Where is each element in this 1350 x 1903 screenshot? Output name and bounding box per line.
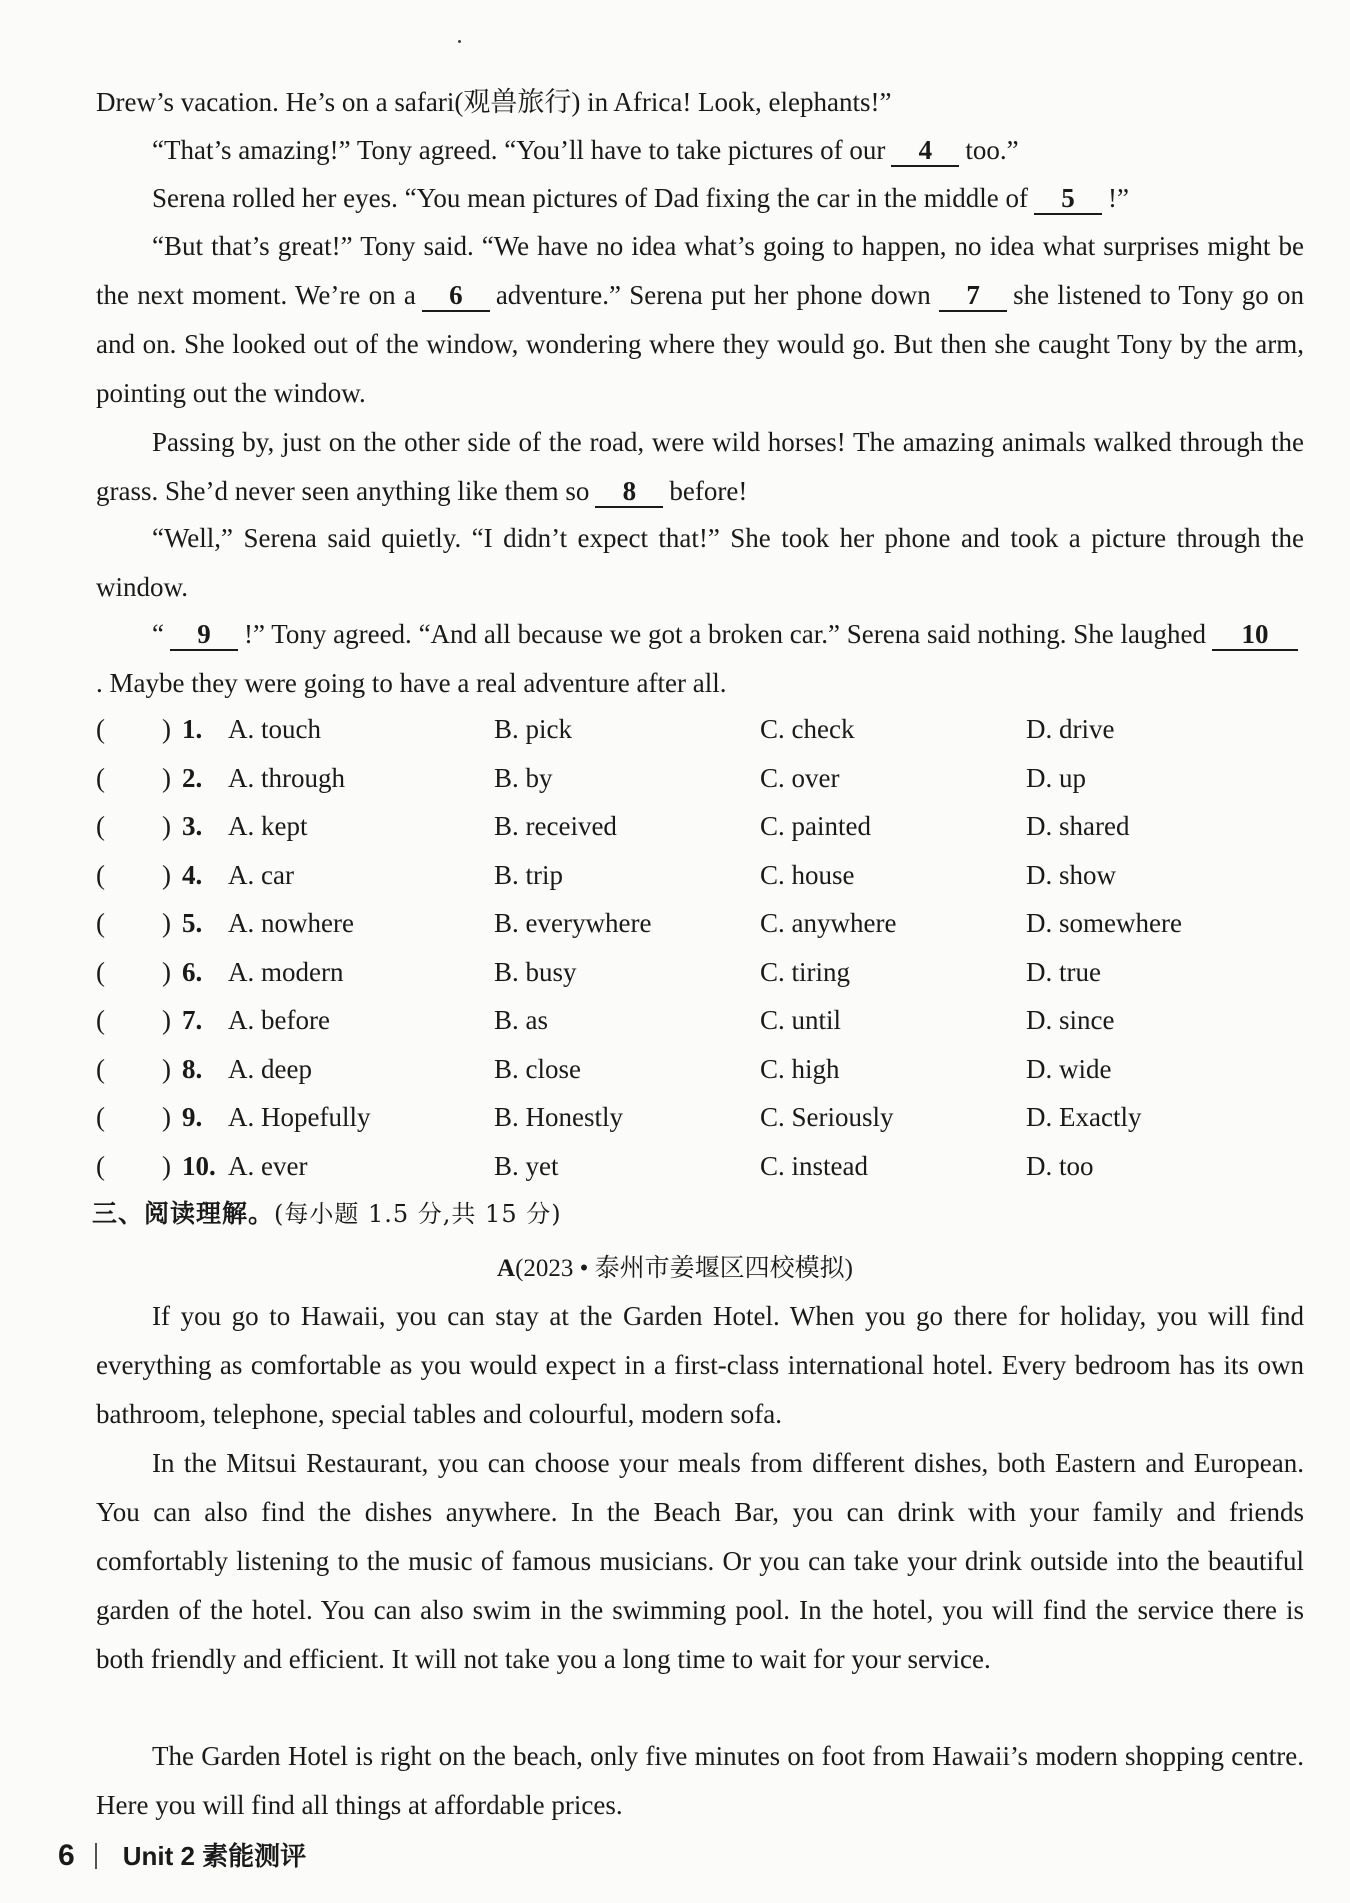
question-row: [96, 1145, 1316, 1194]
question-number: 10.: [182, 1150, 216, 1181]
question-number: 5.: [182, 908, 203, 938]
answer-paren-right: ): [162, 908, 171, 938]
question-row: [96, 902, 1316, 951]
option-a: A. through: [228, 762, 345, 793]
question-row: [96, 805, 1316, 854]
option-d: D. show: [1026, 859, 1117, 890]
answer-paren-right: ): [162, 1053, 171, 1084]
question-number: 9.: [182, 1102, 203, 1132]
paragraph-text: Drew’s vacation. He’s on a safari(观兽旅行) in Africa! Look, elephants!”: [96, 87, 892, 117]
question-number: 6.: [182, 956, 203, 987]
option-b: B. yet: [494, 1150, 559, 1181]
option-c: C. house: [760, 859, 855, 890]
option-c: C. high: [760, 1053, 840, 1084]
answer-paren-left: (: [96, 1053, 105, 1084]
answer-paren-right: ): [162, 811, 171, 841]
cloze-paragraph-2: “That’s amazing!” Tony agreed. “You’ll have to take pictures of our 4 too.”: [152, 135, 1019, 165]
reading-paragraph-1: If you go to Hawaii, you can stay at the Garden Hotel. When you go there for holiday, you will find everything as comfortable as you would expect in a first-class international hotel. Every bedroom has its own bathroom, telephone, special tables and colourful, modern sofa.: [96, 1301, 1304, 1429]
blank-5: 5: [1034, 183, 1102, 215]
option-c: C. Seriously: [760, 1102, 894, 1132]
option-c: C. anywhere: [760, 908, 897, 938]
footer-divider: [95, 1843, 97, 1869]
answer-paren-left: (: [96, 956, 105, 987]
question-number: 8.: [182, 1053, 203, 1084]
option-b: B. busy: [494, 956, 577, 987]
option-d: D. drive: [1026, 714, 1115, 744]
option-d: D. since: [1026, 1005, 1115, 1035]
option-a: A. Hopefully: [228, 1102, 371, 1132]
answer-paren-right: ): [162, 956, 171, 987]
answer-paren-left: (: [96, 811, 105, 841]
option-b: B. by: [494, 762, 553, 793]
question-number: 4.: [182, 859, 203, 890]
option-b: B. trip: [494, 859, 564, 890]
option-c: C. over: [760, 762, 840, 793]
answer-paren-right: ): [162, 1150, 171, 1181]
blank-9: 9: [170, 619, 238, 651]
option-a: A. kept: [228, 811, 308, 841]
question-row: [96, 1096, 1316, 1145]
answer-paren-left: (: [96, 1150, 105, 1181]
question-number: 1.: [182, 714, 203, 744]
option-d: D. wide: [1026, 1053, 1112, 1084]
blank-10: 10: [1212, 619, 1298, 651]
option-b: B. close: [494, 1053, 581, 1084]
option-c: C. instead: [760, 1150, 868, 1181]
reading-paragraph-3: The Garden Hotel is right on the beach, only five minutes on foot from Hawaii’s modern shopping centre. Here you will find all things at affordable prices.: [96, 1741, 1304, 1820]
option-c: C. tiring: [760, 956, 851, 987]
answer-paren-right: ): [162, 1102, 171, 1132]
answer-paren-right: ): [162, 859, 171, 890]
question-number: 7.: [182, 1005, 203, 1035]
option-c: C. until: [760, 1005, 842, 1035]
answer-paren-right: ): [162, 1005, 171, 1035]
option-c: C. painted: [760, 811, 871, 841]
answer-paren-left: (: [96, 714, 105, 744]
option-a: A. car: [228, 859, 294, 890]
cloze-paragraph-3: Serena rolled her eyes. “You mean pictures of Dad fixing the car in the middle of 5 !”: [152, 183, 1129, 213]
question-number: 3.: [182, 811, 203, 841]
question-row: [96, 951, 1316, 1000]
option-a: A. before: [228, 1005, 330, 1035]
option-a: A. modern: [228, 956, 344, 987]
question-row: [96, 999, 1316, 1048]
answer-paren-right: ): [162, 762, 171, 793]
cloze-paragraph-7: “ 9 !” Tony agreed. “And all because we got a broken car.” Serena said nothing. She laughed 10. Maybe they were going to have a real adventure after all.: [96, 610, 1304, 708]
cloze-paragraph-4: “But that’s great!” Tony said. “We have no idea what’s going to happen, no idea what surprises might be the next moment. We’re on a 6 adventure.” Serena put her phone down 7 she listened to Tony go on and on. She looked out of the window, wondering where they would go. But then she caught Tony by the arm, pointing out the window.: [96, 231, 1305, 408]
answer-paren-left: (: [96, 1102, 105, 1132]
option-a: A. deep: [228, 1053, 312, 1084]
option-a: A. ever: [228, 1150, 308, 1181]
option-b: B. as: [494, 1005, 548, 1035]
blank-7: 7: [939, 280, 1007, 312]
answer-paren-left: (: [96, 762, 105, 793]
answer-paren-left: (: [96, 859, 105, 890]
page-number: 6: [58, 1839, 75, 1872]
section-3-heading: 三、阅读理解。(每小题 1.5 分,共 15 分): [92, 1199, 562, 1228]
cloze-paragraph-6: “Well,” Serena said quietly. “I didn’t expect that!” She took her phone and took a picture through the window.: [96, 523, 1304, 602]
answer-paren-left: (: [96, 908, 105, 938]
question-options: [96, 708, 1316, 1193]
cloze-paragraph-5: Passing by, just on the other side of the road, were wild horses! The amazing animals walked through the grass. She’d never seen anything like them so 8 before!: [96, 427, 1304, 506]
cloze-paragraph-1: [96, 78, 1304, 127]
option-d: D. too: [1026, 1150, 1094, 1181]
answer-paren-left: (: [96, 1005, 105, 1035]
option-d: D. shared: [1026, 811, 1130, 841]
option-b: B. Honestly: [494, 1102, 624, 1132]
question-row: [96, 854, 1316, 903]
passage-a-title: A(2023 • 泰州市姜堰区四校模拟): [497, 1255, 853, 1282]
question-row: [96, 708, 1316, 757]
question-number: 2.: [182, 762, 203, 793]
question-row: [96, 757, 1316, 806]
answer-paren-right: ): [162, 714, 171, 744]
page-footer: [58, 1836, 306, 1873]
reading-paragraph-2: In the Mitsui Restaurant, you can choose your meals from different dishes, both Eastern and European. You can also find the dishes anywhere. In the Beach Bar, you can drink with your family and friends comfortably listening to the music of famous musicians. Or you can take your drink outside into the beautiful garden of the hotel. You can also swim in the swimming pool. In the hotel, you will find the service there is both friendly and efficient. It will not take you a long time to wait for your service.: [96, 1448, 1304, 1674]
blank-6: 6: [422, 280, 490, 312]
question-row: [96, 1048, 1316, 1097]
option-d: D. somewhere: [1026, 908, 1182, 938]
blank-4: 4: [891, 135, 959, 167]
option-d: D. true: [1026, 956, 1101, 987]
stray-dot: [458, 40, 461, 43]
option-c: C. check: [760, 714, 855, 744]
unit-label: Unit 2 素能测评: [122, 1841, 307, 1871]
option-b: B. received: [494, 811, 617, 841]
option-a: A. nowhere: [228, 908, 354, 938]
option-d: D. up: [1026, 762, 1086, 793]
option-b: B. everywhere: [494, 908, 652, 938]
option-d: D. Exactly: [1026, 1102, 1142, 1132]
option-b: B. pick: [494, 714, 572, 744]
option-a: A. touch: [228, 714, 321, 744]
blank-8: 8: [595, 476, 663, 508]
